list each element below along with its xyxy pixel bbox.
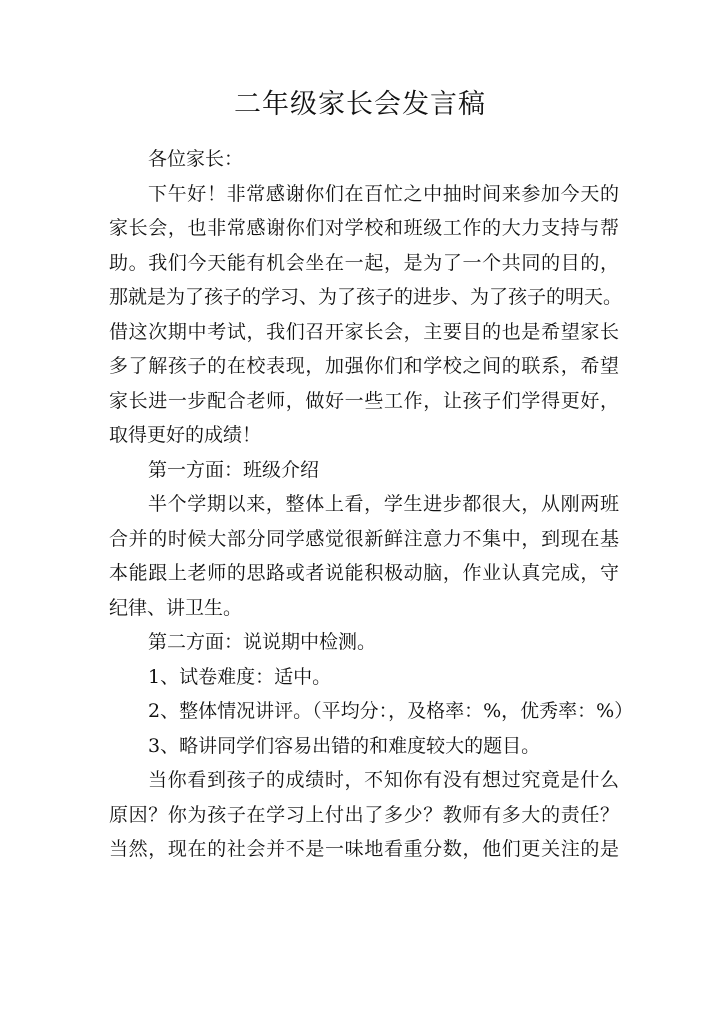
paragraph-line: 本能跟上老师的思路或者说能积极动脑，作业认真完成，守 (109, 562, 619, 584)
list-item: 1、试卷难度：适中。 (148, 665, 332, 688)
paragraph-line: 家长会，也非常感谢你们对学校和班级工作的大力支持与帮 (109, 217, 619, 239)
paragraph-line: 合并的时候大部分同学感觉很新鲜注意力不集中，到现在基 (109, 527, 619, 550)
document-title: 二年级家长会发言稿 (234, 89, 486, 120)
paragraph-line: 那就是为了孩子的学习、为了孩子的进步、为了孩子的明天。 (109, 286, 623, 308)
paragraph-line: 原因？你为孩子在学习上付出了多少？教师有多大的责任？ (109, 803, 619, 826)
paragraph-line: 家长进一步配合老师，做好一些工作，让孩子们学得更好， (109, 389, 619, 412)
paragraph-line: 下午好！非常感谢你们在百忙之中抽时间来参加今天的 (148, 182, 619, 205)
list-item: 3、略讲同学们容易出错的和难度较大的题目。 (148, 734, 541, 757)
paragraph-line: 当然，现在的社会并不是一味地看重分数，他们更关注的是 (109, 838, 619, 860)
section-heading: 第一方面：班级介绍 (148, 458, 320, 481)
paragraph-line: 多了解孩子的在校表现，加强你们和学校之间的联系，希望 (109, 355, 619, 377)
list-item: 2、整体情况讲评。（平均分：，及格率：%，优秀率：%） (148, 700, 634, 722)
salutation-line: 各位家长： (148, 148, 244, 170)
section-heading: 第二方面：说说期中检测。 (148, 631, 377, 653)
document-body (109, 142, 634, 867)
paragraph-line: 助。我们今天能有机会坐在一起，是为了一个共同的目的， (109, 251, 619, 274)
paragraph-line: 借这次期中考试，我们召开家长会，主要目的也是希望家长 (109, 320, 619, 343)
paragraph-line: 纪律、讲卫生。 (109, 596, 243, 619)
paragraph-line: 当你看到孩子的成绩时，不知你有没有想过究竟是什么 (148, 769, 619, 791)
paragraph-line: 取得更好的成绩！ (109, 424, 262, 446)
paragraph-line: 半个学期以来，整体上看，学生进步都很大，从刚两班 (148, 493, 619, 515)
